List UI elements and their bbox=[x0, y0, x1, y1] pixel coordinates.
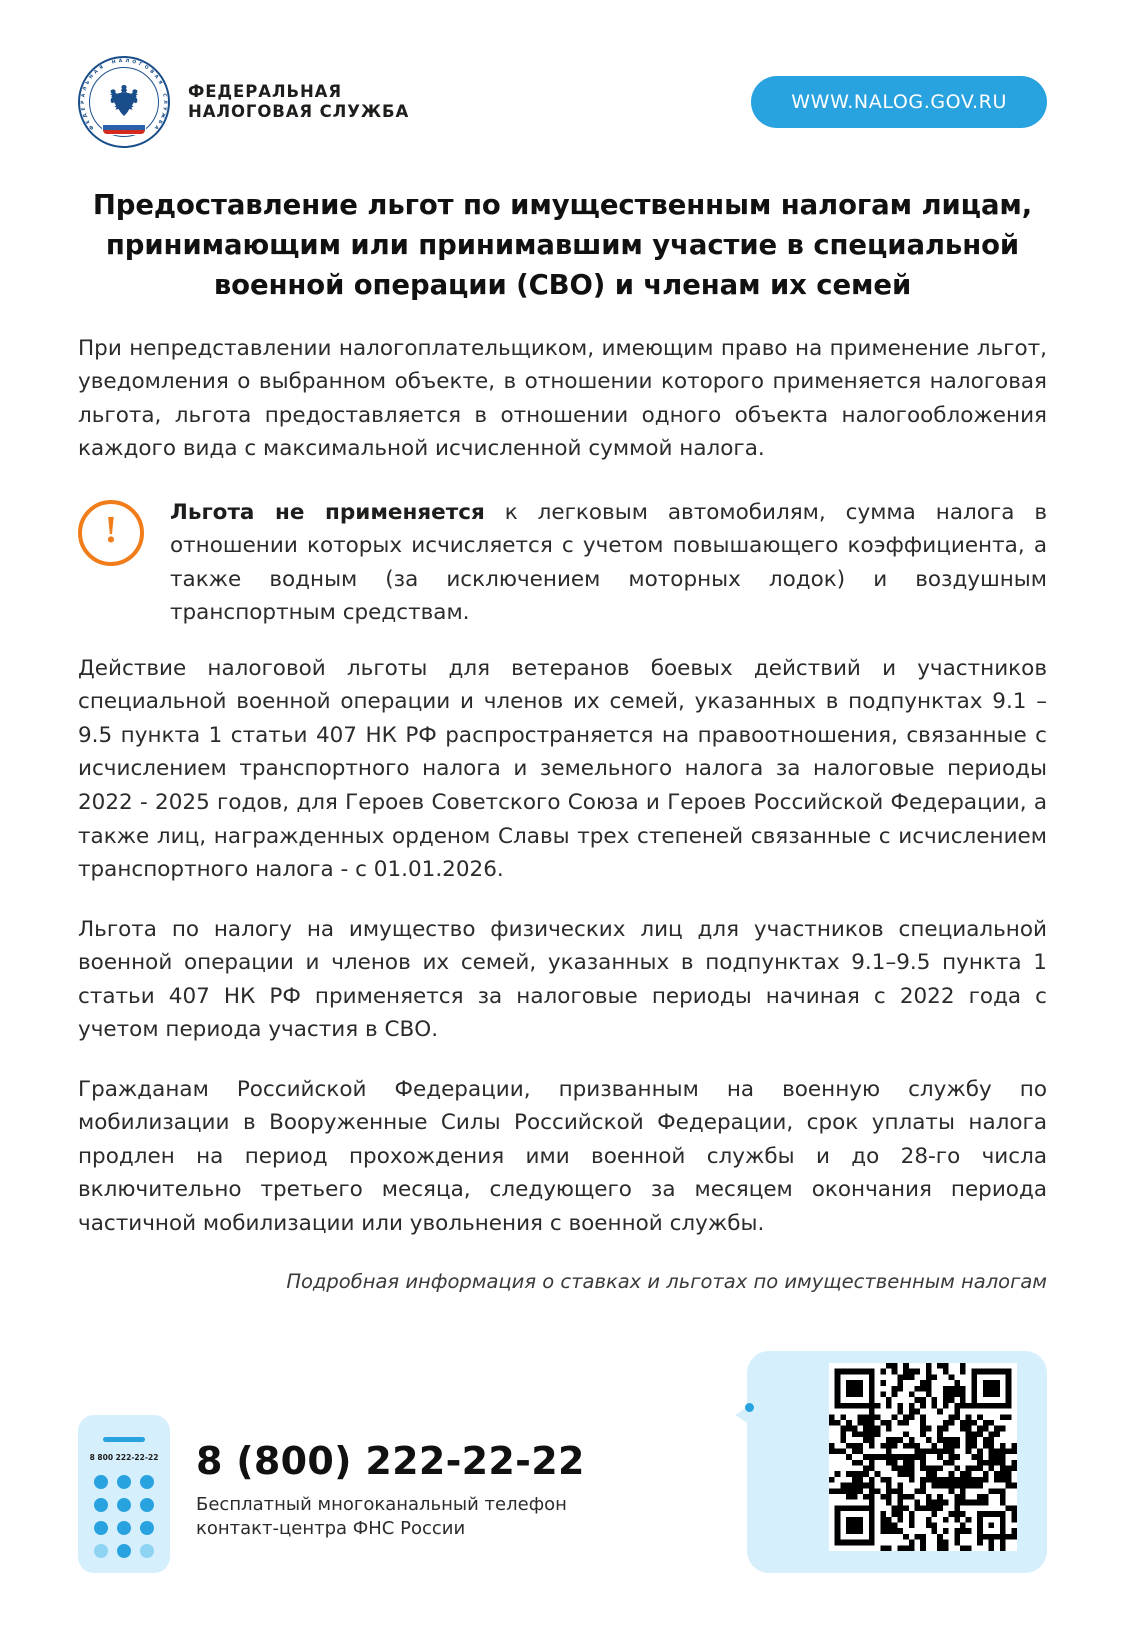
qr-note: Подробная информация о ставках и льготах по имущественным налогам bbox=[286, 1270, 1047, 1294]
website-button[interactable]: WWW.NALOG.GOV.RU bbox=[751, 76, 1047, 128]
russian-flag-icon bbox=[103, 121, 145, 134]
phone-caption-line1: Бесплатный многоканальный телефон bbox=[196, 1493, 567, 1515]
callout-emphasis: Льгота не применяется bbox=[170, 499, 485, 525]
agency-name-line1: ФЕДЕРАЛЬНАЯ bbox=[188, 81, 342, 101]
qr-block bbox=[727, 1341, 1047, 1573]
page-header bbox=[78, 0, 1047, 148]
telephone-icon bbox=[78, 1415, 170, 1573]
phone-number[interactable]: 8 (800) 222-22-22 bbox=[196, 1438, 585, 1483]
telephone-keypad bbox=[78, 1475, 170, 1558]
qr-bubble-dot bbox=[745, 1403, 754, 1412]
telephone-icon-label: 8 800 222-22-22 bbox=[89, 1453, 159, 1462]
phone-caption-line2: контакт-центра ФНС России bbox=[196, 1517, 466, 1539]
emblem-ring-text: Ф Е Д Е Р А Л Ь Н А Я Н А Л О Г О В А Я С Л У Ж Б А bbox=[80, 58, 168, 131]
qr-code[interactable] bbox=[829, 1363, 1017, 1551]
fns-emblem-icon bbox=[78, 56, 170, 148]
phone-caption bbox=[196, 1493, 585, 1542]
agency-name-line2: НАЛОГОВАЯ СЛУЖБА bbox=[188, 102, 410, 121]
callout-rest: к легковым автомобилям, сумма налога в отношении которых исчисляется с учетом повышающего коэффициента, а также водным (за исключением моторных лодок) и воздушным транспортным средствам. bbox=[170, 499, 1047, 626]
paragraph-three: Льгота по налогу на имущество физических лиц для участников специальной военной операции и членов их семей, указанных в подпунктах 9.1–9.5 пункта 1 статьи 407 НК РФ применяется за налоговые периоды начиная с 2022 года с учетом периода участия в СВО. bbox=[78, 916, 1047, 1043]
paragraph-two: Действие налоговой льготы для ветеранов боевых действий и участников специальной военной операции и членов их семей, указанных в подпунктах 9.1 – 9.5 пункта 1 статьи 407 НК РФ распространяется на правоотношения, связанные с исчислением транспортного налога и земельного налога за налоговые периоды 2022 - 2025 годов, для Героев Советского Союза и Героев Российской Федерации, а также лиц, награжденных орденом Славы трех степеней связанные с исчислением транспортного налога - с 01.01.2026. bbox=[78, 655, 1047, 883]
page-title: Предоставление льгот по имущественным налогам лицам, принимающим или принимавшим участие в специальной военной операции (СВО) и членам их семей bbox=[92, 189, 1033, 301]
page-footer bbox=[78, 1341, 1047, 1573]
contact-center-block bbox=[78, 1415, 585, 1573]
agency-name bbox=[188, 82, 409, 122]
brand-block bbox=[78, 56, 409, 148]
qr-bubble-tail bbox=[735, 1389, 775, 1441]
contact-center-texts bbox=[196, 1438, 585, 1547]
exclamation-icon: ! bbox=[78, 500, 144, 566]
double-headed-eagle-icon bbox=[104, 83, 144, 117]
warning-callout bbox=[78, 496, 1047, 630]
paragraph-one: При непредставлении налогоплательщиком, имеющим право на применение льгот, уведомления о выбранном объекте, в отношении которого применяется налоговая льгота, льгота предоставляется в отношении одного объекта налогообложения каждого вида с максимальной исчисленной суммой налога. bbox=[78, 335, 1047, 462]
paragraph-four: Гражданам Российской Федерации, призванным на военную службу по мобилизации в Вооруженные Силы Российской Федерации, срок уплаты налога продлен на период прохождения ими военной службы и до 28-го числа включительно третьего месяца, следующего за месяцем окончания периода частичной мобилизации или увольнения с военной службы. bbox=[78, 1076, 1047, 1236]
callout-text bbox=[170, 496, 1047, 630]
